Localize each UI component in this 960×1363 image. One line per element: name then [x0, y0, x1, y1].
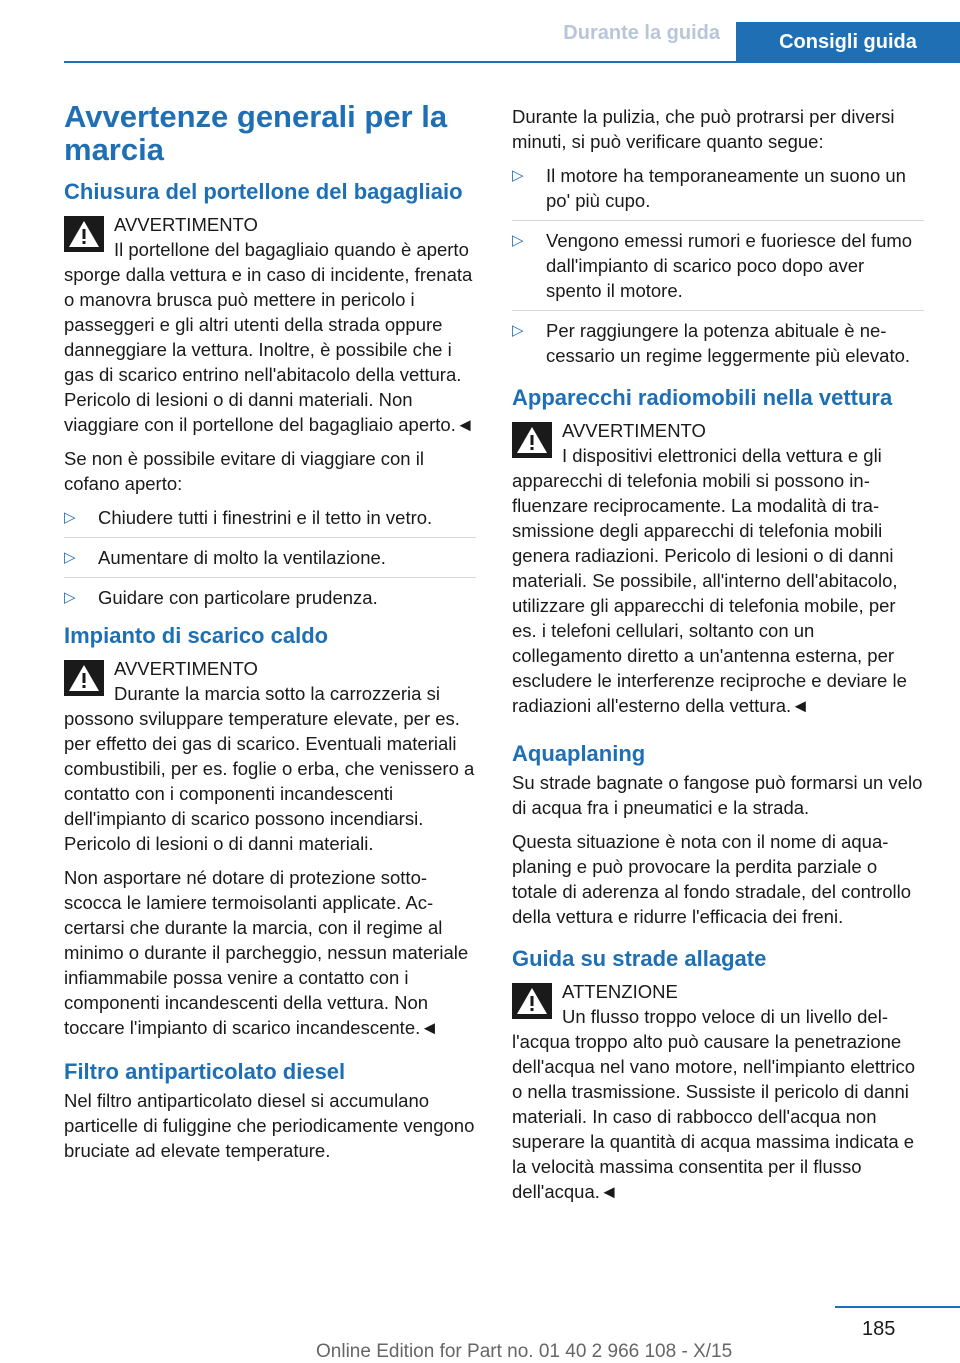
warning-text: Il portellone del bagagliaio quando è aperto sporge dalla vettura e in caso di incidente, frenata o manovra brusca può mettere in pericolo i passeggeri e gli altri utenti della strada oppure danneggiare la vettura. Inoltre, è possibile che i gas di scarico entrino nell'abitacolo della vettura. Pericolo di lesioni o di danni materiali. Non viaggiare con il portellone del bagagliaio aperto.◄: [64, 239, 475, 435]
warning-triangle-icon: [64, 660, 104, 696]
header-rule: [64, 61, 960, 63]
warning-text: I dispositivi elettronici della vettura e gli apparecchi di telefonia mobili si possono influenzare reciprocamente. La modalità di trasmissione degli apparecchi di telefonia mobili genera radiazioni. Pericolo di lesioni o di danni materiali. Se possibile, all'interno dell'abitacolo, utilizzare gli apparecchi di telefonia mobile, per es. i telefoni cellulari, soltanto con un collegamento diretto a un'antenna esterna, per escludere le interferenze reciproche e deviare le radiazioni all'esterno della vettura.◄: [512, 445, 907, 716]
page-header: [0, 0, 960, 62]
paragraph: Questa situazione è nota con il nome di aquaplaning e può provocare la perdita parziale o totale di aderenza al fondo stradale, del controllo della vettura e ridurre l'efficacia dei freni.: [512, 831, 912, 927]
warning-triangle-icon: [512, 422, 552, 458]
paragraph: Non asportare né dotare di protezione sottoscocca le lamiere termoisolanti applicate. Accertarsi che durante la marcia, con il regime al minimo o durante il parcheggio, nessun materiale infiammabile possa venire a contatto con i componenti incandescenti della vettura. Non toccare l'impianto di scarico incandescente.◄: [64, 867, 469, 1038]
paragraph: Nel filtro antiparticolato diesel si accumulano particelle di fuliggine che periodicamente vengono bruciate ad elevate temperature.: [64, 1090, 475, 1161]
list-item: ▷ Aumentare di molto la ventilazione.: [64, 547, 386, 568]
warning-triangle-icon: [64, 216, 104, 252]
list-item: ▷ Guidare con particolare prudenza.: [64, 587, 378, 608]
section-heading-diesel-filter: Filtro antiparticolato diesel: [64, 1059, 346, 1084]
paragraph: Su strade bagnate o fangose può formarsi un velo di acqua fra i pneumatici e la strada.: [512, 772, 923, 818]
page-number: 185: [862, 1318, 896, 1340]
triangle-bullet-icon: ▷: [512, 232, 524, 249]
warning-label: AVVERTIMENTO: [562, 420, 706, 441]
warning-block-radio-devices: [512, 418, 924, 718]
list-item: ▷ Il motore ha temporaneamente un suono un po' più cupo.: [512, 165, 906, 211]
warning-text: Durante la marcia sotto la carrozzeria si possono sviluppare temperature elevate, per es. per effetto dei gas di scarico. Eventuali materiali combustibili, per es. foglie o erba, che venissero a contatto con i componenti incandescenti dell'impianto di scarico possono incendiarsi. Pericolo di lesioni o di danni materiali.: [64, 683, 475, 854]
header-chapter-tab: Consigli guida: [736, 22, 960, 62]
list-item: ▷ Chiudere tutti i finestrini e il tetto in vetro.: [64, 507, 433, 528]
paragraph: Durante la pulizia, che può protrarsi per diversi minuti, si può verificare quanto segue:: [512, 106, 895, 152]
triangle-bullet-icon: ▷: [512, 322, 524, 339]
warning-block-exhaust: [64, 656, 476, 856]
triangle-bullet-icon: ▷: [64, 549, 76, 566]
section-heading-flooded-roads: Guida su strade allagate: [512, 946, 767, 971]
bullet-list: [512, 163, 924, 368]
warning-text: Un flusso troppo veloce di un livello dell'acqua troppo alto può causare la penetrazione dell'acqua nel vano motore, nell'impianto elettrico o nella trasmissione. Sussiste il pericolo di danni materiali. In caso di rabbocco dell'acqua non superare la quantità di acqua massima indicata e la velocità massima consentita per il flusso dell'acqua.◄: [512, 1006, 915, 1202]
warning-label: AVVERTIMENTO: [114, 658, 258, 679]
edition-footer: Online Edition for Part no. 01 40 2 966 108 - X/15: [316, 1341, 733, 1362]
section-heading-aquaplaning: Aquaplaning: [512, 741, 646, 766]
list-item: ▷ Vengono emessi rumori e fuoriesce del fumo dall'impianto di scarico poco dopo aver spento il motore.: [512, 230, 913, 301]
triangle-bullet-icon: ▷: [64, 589, 76, 606]
header-section-label: Durante la guida: [563, 22, 720, 44]
triangle-bullet-icon: ▷: [512, 167, 524, 184]
right-column: [512, 104, 924, 1213]
bullet-list: [64, 505, 476, 610]
warning-label: ATTENZIONE: [562, 981, 678, 1002]
warning-block-flooded-roads: [512, 979, 924, 1204]
warning-triangle-icon: [512, 983, 552, 1019]
left-column: [64, 100, 476, 1172]
footer-rule: [835, 1306, 960, 1308]
section-heading-trunk-lid: Chiusura del portellone del bagagliaio: [64, 179, 463, 204]
paragraph: Se non è possibile evitare di viaggiare con il cofano aperto:: [64, 448, 424, 494]
section-heading-exhaust: Impianto di scarico caldo: [64, 623, 329, 648]
warning-label: AVVERTIMENTO: [114, 214, 258, 235]
list-item: ▷ Per raggiungere la potenza abituale è necessario un regime leggermente più elevato.: [512, 320, 911, 366]
warning-block-trunk-lid: [64, 212, 476, 437]
section-heading-radio-devices: Apparecchi radiomobili nella vettura: [512, 385, 893, 410]
page-title: Avvertenze generali per la marcia: [64, 99, 448, 167]
triangle-bullet-icon: ▷: [64, 509, 76, 526]
